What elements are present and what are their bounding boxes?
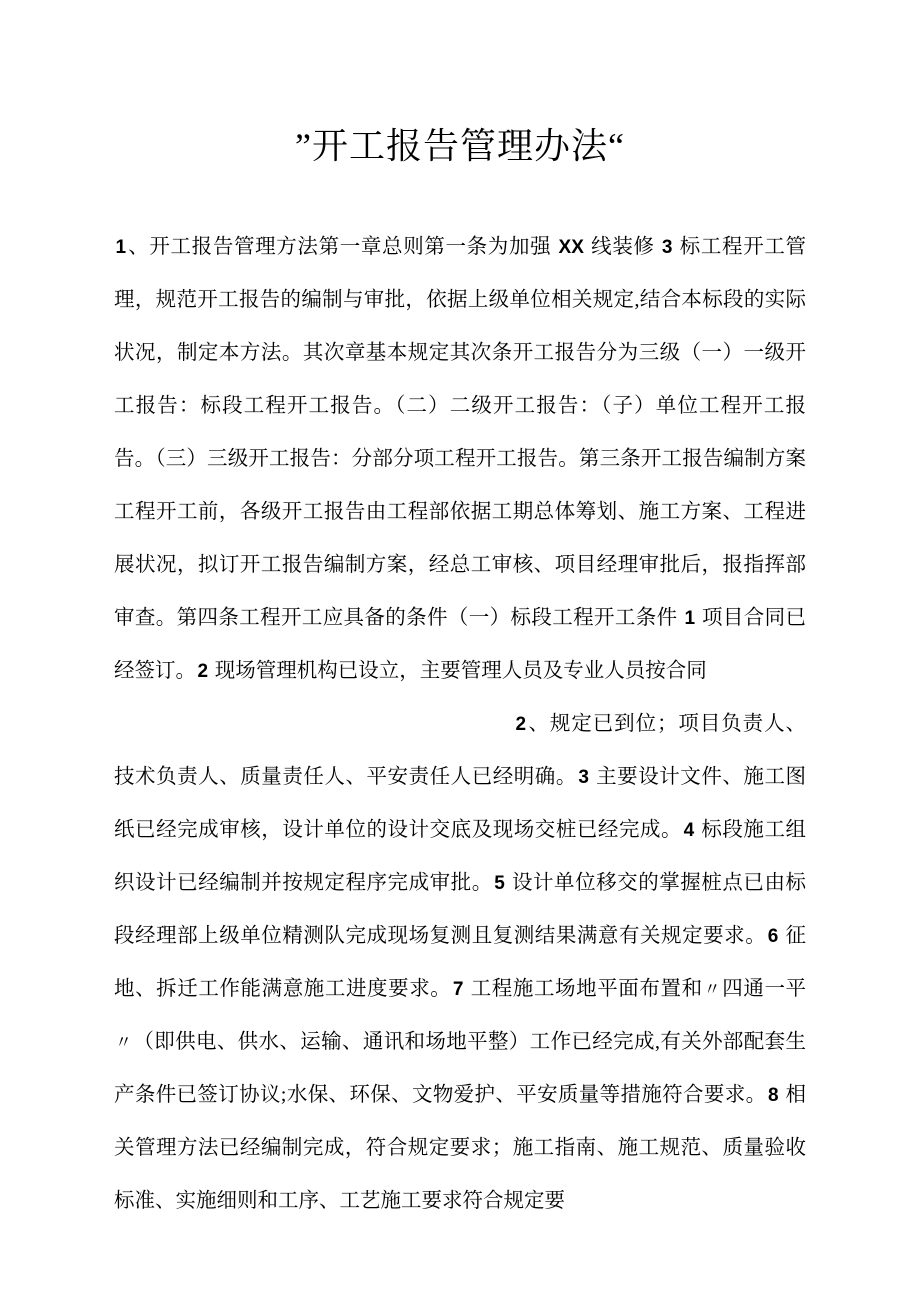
inline-number: 2	[197, 661, 209, 682]
document-body	[114, 0, 806, 1228]
inline-number: 8	[767, 1085, 779, 1106]
inline-latin: XX	[558, 237, 584, 258]
document-title: ”开工报告管理办法“	[295, 126, 625, 166]
inline-number: 3	[661, 237, 673, 258]
inline-number: 6	[767, 926, 779, 947]
inline-number: 1	[115, 237, 127, 258]
inline-number: 5	[494, 873, 505, 894]
paragraph-1: 1、开工报告管理方法第一章总则第一条为加强 XX 线装修 3 标工程开工管理，规范开工报告的编制与审批，依据上级单位相关规定,结合本标段的实际状况，制定本方法。其次章基本规定其次条开工报告分为三级（一）一级开工报告：标段工程开工报告。（二）二级开工报告：（子）单位工程开工报告。（三）三级开工报告：分部分项工程开工报告。第三条开工报告编制方案工程开工前，各级开工报告由工程部依据工期总体筹划、施工方案、工程进展状况，拟订开工报告编制方案，经总工审核、项目经理审批后，报指挥部审查。第四条工程开工应具备的条件（一）标段工程开工条件 1 项目合同已经签订。2 现场管理机构已设立，主要管理人员及专业人员按合同	[114, 236, 807, 682]
inline-number: 7	[452, 979, 464, 1000]
inline-number: 2	[515, 714, 527, 735]
inline-number: 3	[578, 767, 589, 788]
inline-number: 1	[684, 608, 696, 629]
inline-number: 4	[683, 820, 695, 841]
double-prime-mark: 〃	[703, 980, 722, 999]
double-prime-mark: 〃	[115, 1033, 133, 1052]
paragraph-2: 2、规定已到位；项目负责人、技术负责人、质量责任人、平安责任人已经明确。3 主要设计文件、施工图纸已经完成审核，设计单位的设计交底及现场交桩已经完成。4 标段施工组织设计已经编制并按规定程序完成审批。5 设计单位移交的掌握桩点已由标段经理部上级单位精测队完成现场复测且复测结果满意有关规定要求。6 征地、拆迁工作能满意施工进度要求。7 工程施工场地平面布置和〃四通一平〃（即供电、供水、运输、通讯和场地平整）工作已经完成,有关外部配套生产条件已签订协议;水保、环保、文物爱护、平安质量等措施符合要求。8 相关管理方法已经编制完成，符合规定要求；施工指南、施工规范、质量验收标准、实施细则和工序、工艺施工要求符合规定要	[114, 713, 807, 1212]
